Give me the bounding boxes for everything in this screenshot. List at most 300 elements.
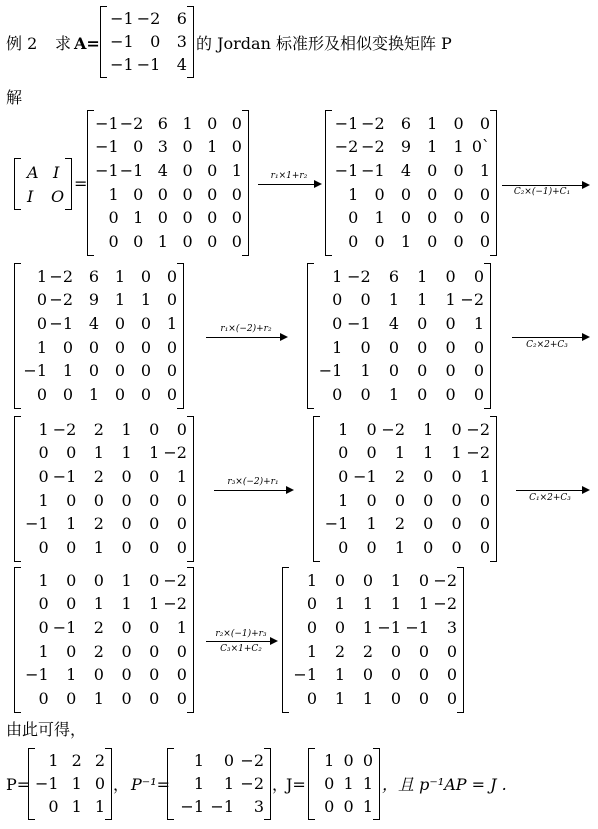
matrix-cell: −2 (49, 266, 73, 286)
matrix-cell: 1 (388, 290, 399, 310)
matrix-cell: 3 (446, 618, 457, 638)
matrix-cell: 0 (231, 113, 242, 133)
matrix-cell: 1 (133, 208, 144, 228)
matrix-cell: 0 (388, 361, 399, 381)
matrix-cell: 1 (423, 419, 434, 439)
matrix-cell: 1 (306, 641, 317, 661)
matrix-cell: 0 (166, 385, 177, 405)
matrix-cell: 1 (38, 641, 49, 661)
matrix-cell: 0 (93, 570, 104, 590)
matrix-cell: 0 (66, 490, 77, 510)
separator-2: ， (272, 775, 289, 794)
matrix-cell: 0 (38, 538, 49, 558)
matrix-cell: 0 (150, 31, 161, 51)
matrix-cell: −1 (361, 161, 385, 181)
matrix-cell: 0 (108, 208, 119, 228)
matrix-cell: 0 (366, 419, 377, 439)
matrix-cell: 0 (149, 641, 160, 661)
matrix-cell: 0 (38, 443, 49, 463)
matrix-cell: −2 (163, 570, 187, 590)
matrix-cell: 1 (66, 514, 77, 534)
matrix-cell: 0 (121, 490, 132, 510)
matrix-cell: −1 (110, 54, 134, 74)
matrix-cell: 0 (445, 361, 456, 381)
matrix-cell: −1 (110, 31, 134, 51)
matrix-cell: −2 (119, 113, 144, 133)
matrix-cell: 1 (193, 773, 204, 793)
matrix-cell: 0 (423, 490, 434, 510)
matrix-cell: 0 (473, 361, 484, 381)
matrix-cell: 0 (451, 467, 462, 487)
matrix-cell: 2 (94, 751, 105, 771)
matrix-cell: 1 (66, 665, 77, 685)
matrix-cell: −1 (353, 467, 377, 487)
matrix-cell: 0 (446, 689, 457, 709)
matrix-cell: 0 (182, 208, 193, 228)
matrix-cell: 0 (182, 232, 193, 252)
matrix-cell: 0 (157, 208, 168, 228)
matrix-cell: 1 (334, 594, 345, 614)
matrix-cell: 1 (334, 665, 345, 685)
matrix-cell: 0 (343, 751, 354, 771)
matrix-cell: 1 (38, 490, 49, 510)
matrix-cell: 0 (62, 385, 73, 405)
matrix-cell: 0 (114, 385, 125, 405)
matrix-cell: 0 (445, 314, 456, 334)
matrix-cell: 0 (121, 467, 132, 487)
matrix-cell: 1 (121, 594, 132, 614)
matrix-cell: 0 (446, 641, 457, 661)
matrix-cell: 0 (94, 773, 105, 793)
matrix-cell: 2 (71, 751, 82, 771)
matrix-cell: 0 (149, 467, 160, 487)
matrix-cell: 1 (417, 266, 428, 286)
matrix-cell: 0 (231, 232, 242, 252)
matrix-cell: 1 (324, 751, 335, 771)
matrix-cell: 0 (231, 137, 242, 157)
matrix-cell: −1 (334, 161, 359, 181)
matrix-cell: 0 (36, 314, 47, 334)
matrix-cell: −1 (210, 796, 234, 816)
matrix-cell: 1 (400, 232, 411, 252)
matrix-cell: 2 (394, 514, 405, 534)
matrix-cell: 1 (427, 113, 438, 133)
matrix-cell: 1 (388, 385, 399, 405)
matrix-cell: 0 (332, 385, 343, 405)
matrix-cell: 0 (38, 689, 49, 709)
matrix-cell: 0 (149, 490, 160, 510)
matrix-cell: 0 (451, 419, 462, 439)
matrix-cell: 0 (334, 570, 345, 590)
matrix-cell: 0 (366, 538, 377, 558)
matrix-cell: −1 (25, 665, 49, 685)
matrix-cell: 2 (93, 618, 104, 638)
matrix-cell: 0 (417, 385, 428, 405)
matrix-cell: 0 (149, 538, 160, 558)
matrix-cell: 0 (400, 184, 411, 204)
matrix-cell: 1 (362, 594, 373, 614)
matrix-cell: 1 (306, 570, 317, 590)
matrix-cell: 0 (445, 266, 456, 286)
matrix-cell: −1 (95, 161, 119, 181)
matrix-cell: −2 (347, 266, 371, 286)
matrix-cell: 0 (66, 689, 77, 709)
matrix-cell: 4 (400, 161, 411, 181)
matrix-cell: 1 (473, 314, 484, 334)
matrix-cell: 0 (182, 161, 193, 181)
matrix-cell: 0 (423, 538, 434, 558)
matrix-cell: 0 (338, 443, 349, 463)
matrix-cell: 1 (121, 419, 132, 439)
matrix-cell: 1 (451, 443, 462, 463)
matrix-cell: 0 (108, 232, 119, 252)
matrix-cell: −1 (52, 618, 77, 638)
matrix-cell: 0 (149, 618, 160, 638)
matrix-cell: 1 (36, 266, 47, 286)
matrix-cell: 0 (306, 689, 317, 709)
matrix-step-3 (14, 263, 184, 409)
matrix-cell: 0 (423, 514, 434, 534)
matrix-cell: 0 (423, 467, 434, 487)
matrix-cell: 1 (390, 570, 401, 590)
matrix-cell: −1 (23, 361, 47, 381)
matrix-cell: 1 (394, 443, 405, 463)
matrix-cell: 0 (427, 232, 438, 252)
matrix-cell: 0 (121, 514, 132, 534)
matrix-cell: 0 (453, 113, 464, 133)
matrix-cell: 1 (334, 689, 345, 709)
matrix-cell: 0 (362, 751, 373, 771)
matrix-cell: 0 (388, 337, 399, 357)
arrow-7-label-bottom: C₃×1+C₂ (220, 644, 262, 654)
matrix-cell: 0 (366, 443, 377, 463)
matrix-cell: 0 (121, 665, 132, 685)
example-number: 例 2 (6, 34, 38, 53)
matrix-cell: 0 (453, 184, 464, 204)
matrix-cell: 1 (338, 490, 349, 510)
matrix-cell: 0 (343, 796, 354, 816)
matrix-cell: 0 (207, 113, 218, 133)
matrix-cell: 1 (453, 137, 464, 157)
matrix-cell: 2 (93, 514, 104, 534)
matrix-cell: 0 (390, 689, 401, 709)
matrix-cell: 4 (176, 54, 187, 74)
matrix-cell: 0 (223, 751, 234, 771)
matrix-cell: −1 (293, 665, 317, 685)
matrix-cell: 0 (374, 232, 385, 252)
matrix-cell: −2 (240, 751, 264, 771)
matrix-cell: 0 (324, 796, 335, 816)
matrix-cell: 1 (149, 594, 160, 614)
matrix-cell: 0 (348, 232, 359, 252)
matrix-cell: −1 (95, 113, 119, 133)
matrix-cell: 1 (332, 337, 343, 357)
matrix-cell: 1 (362, 689, 373, 709)
matrix-cell: 1 (182, 113, 193, 133)
matrix-cell: 1 (140, 290, 151, 310)
matrix-cell: 6 (157, 113, 168, 133)
matrix-cell: 0 (451, 490, 462, 510)
matrix-cell: 0 (324, 773, 335, 793)
matrix-cell: 0 (66, 594, 77, 614)
matrix-cell: 0 (66, 641, 77, 661)
matrix-cell: 0 (479, 538, 490, 558)
matrix-cell: 0 (140, 314, 151, 334)
matrix-cell: 0 (479, 514, 490, 534)
matrix-step-4 (307, 263, 491, 409)
matrix-cell: 0 (149, 689, 160, 709)
matrix-cell: 1 (360, 361, 371, 381)
arrow-1-label: r₁×1+r₂ (270, 171, 308, 181)
equals-sign: = (74, 174, 88, 193)
matrix-cell: 1 (207, 137, 218, 157)
matrix-cell: 1 (149, 443, 160, 463)
matrix-cell: 0 (417, 337, 428, 357)
matrix-cell: 0 (374, 184, 385, 204)
matrix-cell: 1 (62, 361, 73, 381)
arrow-5-label: r₃×(−2)+r₁ (227, 477, 279, 487)
matrix-cell: 0 (453, 232, 464, 252)
matrix-cell: 0 (360, 385, 371, 405)
matrix-cell: 2 (334, 641, 345, 661)
matrix-cell: −2 (433, 570, 457, 590)
matrix-cell: 0 (66, 538, 77, 558)
matrix-cell: 1 (166, 314, 177, 334)
matrix-cell: −1 (49, 314, 73, 334)
matrix-cell: 0 (176, 689, 187, 709)
matrix-cell: 1 (38, 570, 49, 590)
matrix-cell: 2 (93, 467, 104, 487)
arrow-4 (512, 337, 588, 338)
matrix-cell: 0 (366, 490, 377, 510)
matrix-cell: 0 (332, 290, 343, 310)
matrix-cell: 0 (114, 337, 125, 357)
matrix-cell: 0 (362, 665, 373, 685)
conclusion-text: 由此可得， (6, 720, 87, 739)
p-inverse-label: P⁻¹= (131, 775, 171, 794)
matrix-cell: 0 (417, 361, 428, 381)
matrix-step-7 (14, 567, 194, 713)
matrix-cell: 1 (338, 419, 349, 439)
matrix-cell: 0 (133, 137, 144, 157)
matrix-cell: 0 (479, 490, 490, 510)
matrix-j (308, 748, 380, 820)
matrix-p-inverse (167, 748, 271, 820)
ask-text: 求 (55, 34, 72, 53)
matrix-cell: 0` (471, 137, 490, 157)
matrix-cell: 0 (207, 161, 218, 181)
matrix-cell: 2 (93, 419, 104, 439)
matrix-cell: −2 (334, 137, 359, 157)
matrix-cell: 1 (362, 796, 373, 816)
arrow-5 (214, 490, 292, 491)
matrix-cell: −1 (52, 467, 77, 487)
matrix-cell: −1 (318, 361, 343, 381)
matrix-cell: 0 (182, 137, 193, 157)
matrix-cell: 0 (394, 490, 405, 510)
matrix-cell: 0 (140, 337, 151, 357)
arrow-6 (516, 490, 588, 491)
matrix-cell: −1 (180, 796, 204, 816)
matrix-cell: −2 (49, 290, 73, 310)
matrix-cell: 0 (166, 361, 177, 381)
matrix-cell: 0 (176, 665, 187, 685)
matrix-cell: 0 (418, 689, 429, 709)
matrix-cell: 1 (176, 618, 187, 638)
matrix-cell: −1 (377, 618, 401, 638)
matrix-step-5 (14, 416, 194, 562)
matrix-step-6 (313, 416, 497, 562)
matrix-cell: −1 (324, 514, 349, 534)
matrix-cell: 0 (88, 361, 99, 381)
matrix-cell: 1 (121, 570, 132, 590)
matrix-cell: 1 (362, 618, 373, 638)
matrix-cell: 0 (121, 641, 132, 661)
matrix-cell: 3 (176, 31, 187, 51)
matrix-cell: 1 (114, 290, 125, 310)
matrix-cell: 3 (253, 796, 264, 816)
matrix-cell: 2 (362, 641, 373, 661)
matrix-cell: 0 (166, 337, 177, 357)
matrix-cell: 0 (446, 665, 457, 685)
a-label: A= (74, 34, 100, 53)
matrix-cell: 0 (390, 641, 401, 661)
matrix-cell: 0 (121, 538, 132, 558)
matrix-cell: 0 (66, 443, 77, 463)
matrix-cell: 0 (400, 208, 411, 228)
matrix-cell: −2 (136, 9, 161, 29)
matrix-cell: 9 (88, 290, 99, 310)
arrow-7 (206, 641, 276, 642)
matrix-cell: 0 (93, 665, 104, 685)
matrix-cell: 0 (36, 290, 47, 310)
matrix-cell: 0 (427, 208, 438, 228)
matrix-cell: 1 (348, 184, 359, 204)
matrix-cell: −2 (163, 443, 187, 463)
arrow-2-label: C₂×(−1)+C₁ (513, 187, 571, 197)
block-o: O (51, 187, 65, 206)
matrix-cell: 0 (306, 618, 317, 638)
matrix-cell: 0 (338, 538, 349, 558)
matrix-cell: −2 (381, 419, 405, 439)
arrow-3 (206, 337, 286, 338)
matrix-cell: 3 (157, 137, 168, 157)
matrix-cell: 1 (332, 266, 343, 286)
arrow-4-label: C₂×2+C₃ (526, 340, 568, 350)
matrix-cell: 0 (36, 385, 47, 405)
matrix-cell: −2 (361, 113, 385, 133)
matrix-cell: 0 (418, 641, 429, 661)
matrix-cell: 0 (453, 208, 464, 228)
matrix-cell: 1 (374, 208, 385, 228)
matrix-cell: 1 (390, 594, 401, 614)
matrix-cell: −2 (240, 773, 264, 793)
matrix-cell: 0 (182, 184, 193, 204)
block-i-bottom: I (27, 187, 34, 206)
matrix-cell: 0 (427, 184, 438, 204)
matrix-cell: 1 (71, 773, 82, 793)
matrix-cell: 0 (176, 490, 187, 510)
matrix-cell: 0 (427, 161, 438, 181)
matrix-cell: 6 (388, 266, 399, 286)
matrix-cell: 0 (334, 618, 345, 638)
separator-1: ， (113, 775, 130, 794)
matrix-cell: 0 (231, 184, 242, 204)
matrix-cell: 1 (417, 290, 428, 310)
matrix-step-2 (325, 110, 497, 256)
matrix-cell: 0 (207, 208, 218, 228)
matrix-cell: 0 (360, 337, 371, 357)
matrix-cell: 0 (479, 113, 490, 133)
matrix-cell: 0 (417, 314, 428, 334)
matrix-p (28, 748, 112, 820)
matrix-cell: 0 (38, 618, 49, 638)
matrix-cell: 1 (108, 184, 119, 204)
title-suffix: 的 Jordan 标准形及相似变换矩阵 P (196, 34, 452, 53)
matrix-cell: 1 (193, 751, 204, 771)
matrix-a (100, 6, 194, 78)
p-label: P= (6, 775, 31, 794)
matrix-cell: −2 (433, 594, 457, 614)
matrix-cell: 0 (451, 538, 462, 558)
matrix-cell: 1 (48, 751, 59, 771)
matrix-cell: 0 (445, 385, 456, 405)
matrix-cell: 4 (157, 161, 168, 181)
matrix-cell: 0 (362, 570, 373, 590)
matrix-cell: 1 (36, 337, 47, 357)
matrix-cell: 0 (38, 594, 49, 614)
matrix-cell: 1 (88, 385, 99, 405)
matrix-cell: 1 (157, 232, 168, 252)
matrix-cell: −1 (347, 314, 371, 334)
matrix-cell: −2 (460, 290, 484, 310)
matrix-cell: 0 (133, 184, 144, 204)
matrix-cell: 0 (473, 385, 484, 405)
matrix-cell: 1 (121, 443, 132, 463)
matrix-cell: 0 (88, 337, 99, 357)
matrix-cell: 0 (176, 514, 187, 534)
matrix-cell: −1 (405, 618, 429, 638)
matrix-cell: 0 (114, 361, 125, 381)
matrix-cell: 0 (121, 618, 132, 638)
matrix-cell: −2 (466, 443, 490, 463)
matrix-cell: 0 (479, 184, 490, 204)
matrix-cell: 4 (388, 314, 399, 334)
matrix-cell: 1 (93, 443, 104, 463)
matrix-cell: 0 (149, 514, 160, 534)
matrix-cell: 0 (140, 361, 151, 381)
matrix-cell: −1 (334, 113, 359, 133)
arrow-7-label-top: r₂×(−1)+r₃ (215, 629, 267, 639)
matrix-cell: 0 (306, 594, 317, 614)
matrix-cell: 0 (66, 570, 77, 590)
matrix-cell: 0 (473, 266, 484, 286)
matrix-cell: 0 (418, 665, 429, 685)
matrix-cell: −2 (163, 594, 187, 614)
matrix-cell: 0 (93, 490, 104, 510)
matrix-cell: 0 (48, 796, 59, 816)
matrix-cell: 0 (149, 419, 160, 439)
block-i-top: I (53, 163, 60, 182)
matrix-cell: 0 (390, 665, 401, 685)
matrix-cell: 0 (338, 467, 349, 487)
matrix-cell: 0 (140, 266, 151, 286)
matrix-cell: −2 (52, 419, 77, 439)
matrix-cell: 6 (176, 9, 187, 29)
matrix-step-8 (282, 567, 464, 713)
matrix-cell: 1 (418, 594, 429, 614)
matrix-cell: 6 (400, 113, 411, 133)
